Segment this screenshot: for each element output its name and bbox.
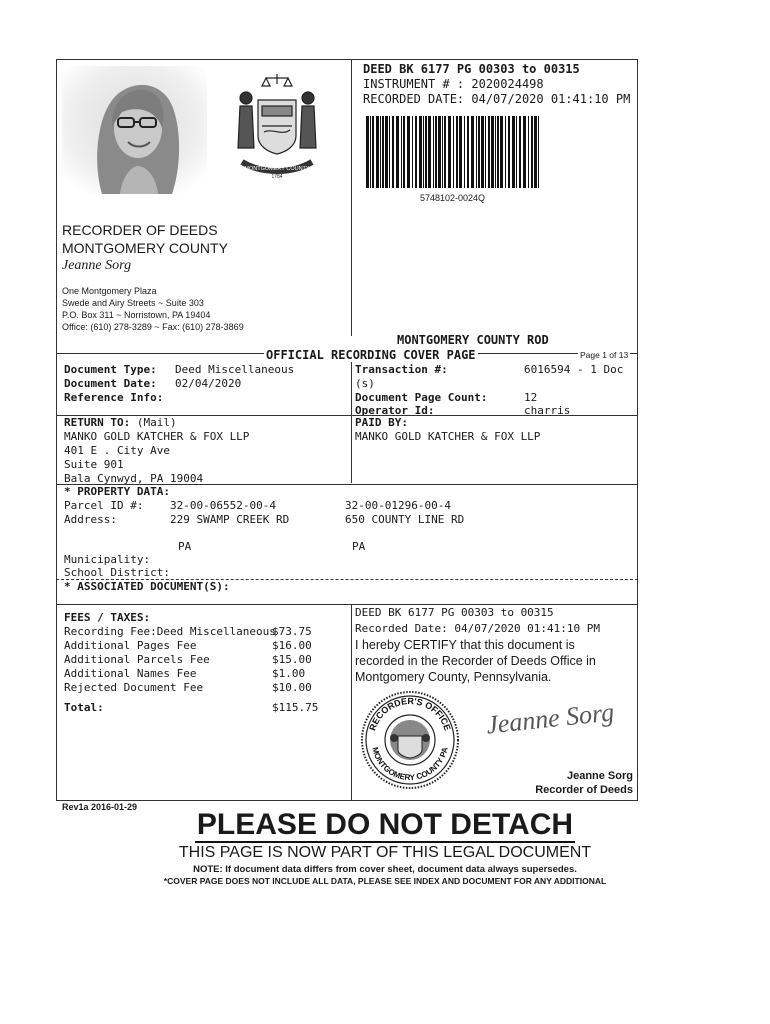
total-label: Total: — [64, 701, 104, 714]
certify-line-3: Montgomery County, Pennsylvania. — [355, 670, 552, 684]
office-county: MONTGOMERY COUNTY — [62, 240, 228, 256]
certify-deed-line: DEED BK 6177 PG 00303 to 00315 — [355, 606, 554, 619]
barcode-bar — [471, 116, 474, 188]
fees-divider — [351, 604, 352, 801]
barcode-bar — [442, 116, 443, 188]
doc-date-label: Document Date: — [64, 377, 157, 390]
recorder-signature: Jeanne Sorg — [484, 697, 616, 740]
fee-amount: $10.00 — [272, 681, 312, 694]
barcode-bar — [435, 116, 437, 188]
barcode-bar — [382, 116, 384, 188]
barcode-bar — [516, 116, 517, 188]
barcode-bar — [495, 116, 496, 188]
instrument-number: INSTRUMENT # : 2020024498 — [363, 77, 544, 91]
barcode-bar — [376, 116, 379, 188]
barcode-bar — [491, 116, 494, 188]
recorded-date: RECORDED DATE: 04/07/2020 01:41:10 PM — [363, 92, 631, 106]
barcode-bar — [366, 116, 369, 188]
barcode-bar — [456, 116, 458, 188]
return-to-line-3: Suite 901 — [64, 458, 124, 471]
cover-title: OFFICIAL RECORDING COVER PAGE — [266, 348, 476, 362]
barcode-bar — [403, 116, 405, 188]
fees-heading: FEES / TAXES: — [64, 611, 151, 624]
transaction-label: Transaction #: — [355, 363, 448, 376]
fee-label: Recording Fee:Deed Miscellaneous — [64, 625, 276, 638]
barcode-bar — [508, 116, 510, 188]
frame-right — [637, 59, 638, 801]
page-count-label: Document Page Count: — [355, 391, 488, 404]
property-address-1: 229 SWAMP CREEK RD — [170, 513, 290, 526]
return-to-label: RETURN TO: — [64, 416, 131, 429]
barcode-bar — [478, 116, 480, 188]
barcode-bar — [538, 116, 539, 188]
operator-value: charris — [524, 404, 571, 417]
barcode-bar — [433, 116, 434, 188]
barcode-bar — [500, 116, 503, 188]
certify-recorder-role: Recorder of Deeds — [535, 784, 633, 796]
parcel-label: Parcel ID #: — [64, 499, 144, 512]
barcode-bar — [497, 116, 499, 188]
fee-amount: $16.00 — [272, 639, 312, 652]
fee-label: Rejected Document Fee — [64, 681, 204, 694]
address-line-3: P.O. Box 311 ~ Norristown, PA 19404 — [62, 310, 211, 320]
barcode-bar — [419, 116, 422, 188]
seal-county-text: MONTGOMERY COUNTY — [244, 166, 310, 172]
barcode-bar — [370, 116, 371, 188]
certify-line-1: I hereby CERTIFY that this document is — [355, 638, 575, 652]
barcode-number: 5748102-0024Q — [420, 193, 486, 203]
property-address-2: 650 COUNTY LINE RD — [345, 513, 465, 526]
revision-label: Rev1a 2016-01-29 — [62, 802, 138, 812]
seal-year-text: 1784 — [271, 174, 283, 180]
return-to-label-row — [64, 416, 177, 430]
office-address — [62, 285, 244, 333]
barcode-bar — [407, 116, 410, 188]
barcode-bar — [425, 116, 427, 188]
barcode-bar — [444, 116, 446, 188]
property-heading: * PROPERTY DATA: — [64, 485, 170, 498]
return-to-line-2: 401 E . City Ave — [64, 444, 170, 457]
frame-top — [56, 59, 638, 60]
barcode-bar — [385, 116, 388, 188]
fee-row — [64, 681, 346, 695]
paid-by-label: PAID BY: — [355, 416, 408, 429]
barcode-bar — [464, 116, 465, 188]
address-line-1: One Montgomery Plaza — [62, 286, 157, 296]
doc-type-label: Document Type: — [64, 363, 157, 376]
header-divider — [351, 59, 352, 336]
address-line-2: Swede and Airy Streets ~ Suite 303 — [62, 298, 204, 308]
barcode-bar — [505, 116, 506, 188]
barcode — [366, 116, 542, 190]
barcode-bar — [481, 116, 484, 188]
recorder-name: Jeanne Sorg — [62, 258, 132, 273]
cover-page-note: *COVER PAGE DOES NOT INCLUDE ALL DATA, PLEASE SEE INDEX AND DOCUMENT FOR ANY ADDITIONAL — [163, 876, 607, 886]
barcode-bar — [488, 116, 490, 188]
return-to-mode: (Mail) — [136, 416, 177, 429]
parcel-id-2: 32-00-01296-00-4 — [345, 499, 451, 512]
barcode-bar — [485, 116, 486, 188]
fee-label: Additional Parcels Fee — [64, 653, 210, 666]
barcode-bar — [380, 116, 381, 188]
transaction-value: 6016594 - 1 Doc — [524, 363, 624, 376]
barcode-bar — [423, 116, 424, 188]
fee-row — [64, 625, 346, 639]
office-title: RECORDER OF DEEDS — [62, 222, 218, 238]
barcode-bar — [401, 116, 402, 188]
barcode-bar — [453, 116, 454, 188]
recorder-office-seal-icon — [360, 690, 460, 790]
barcode-bar — [372, 116, 374, 188]
paid-by-name: MANKO GOLD KATCHER & FOX LLP — [355, 430, 541, 443]
page-count-value: 12 — [524, 391, 538, 404]
barcode-bar — [412, 116, 413, 188]
do-not-detach-text: PLEASE DO NOT DETACH — [196, 808, 574, 841]
certify-recorded-date: Recorded Date: 04/07/2020 01:41:10 PM — [355, 622, 601, 635]
seal-top-text: RECORDER'S OFFICE — [367, 695, 453, 732]
barcode-bar — [448, 116, 451, 188]
fee-row — [64, 653, 346, 667]
barcode-bar — [459, 116, 462, 188]
barcode-bar — [476, 116, 477, 188]
barcode-bar — [428, 116, 431, 188]
certify-recorder-name: Jeanne Sorg — [566, 770, 633, 782]
fee-row — [64, 639, 346, 653]
barcode-bar — [519, 116, 521, 188]
fee-amount: $15.00 — [272, 653, 312, 666]
barcode-bar — [534, 116, 537, 188]
county-seal-icon — [232, 70, 322, 182]
barcode-bar — [531, 116, 533, 188]
supersede-note: NOTE: If document data differs from cover sheet, document data always supersedes. — [193, 864, 577, 875]
page-number: Page 1 of 13 — [580, 350, 629, 360]
fee-label: Additional Names Fee — [64, 667, 197, 680]
deed-book-line: DEED BK 6177 PG 00303 to 00315 — [363, 62, 580, 76]
return-to-line-4: Bala Cynwyd, PA 19004 — [64, 472, 204, 485]
do-not-detach-title — [0, 808, 770, 842]
frame-bottom — [56, 800, 638, 801]
barcode-bar — [528, 116, 529, 188]
property-state-2: PA — [352, 540, 366, 553]
legal-document-subtitle: THIS PAGE IS NOW PART OF THIS LEGAL DOCUMENT — [178, 844, 592, 861]
doc-type-value: Deed Miscellaneous — [175, 363, 295, 376]
county-rod: MONTGOMERY COUNTY ROD — [397, 333, 549, 347]
barcode-bar — [415, 116, 417, 188]
seal-bottom-text: MONTGOMERY COUNTY PA — [370, 746, 450, 783]
fees-rule — [56, 604, 638, 605]
transaction-value-cont: (s) — [355, 377, 375, 390]
barcode-bar — [523, 116, 526, 188]
barcode-bar — [438, 116, 441, 188]
fees-list — [64, 625, 346, 695]
property-state-1: PA — [178, 540, 192, 553]
address-line-4: Office: (610) 278-3289 ~ Fax: (610) 278-3869 — [62, 322, 244, 332]
school-district-label: School District: — [64, 566, 170, 579]
address-label: Address: — [64, 513, 117, 526]
municipality-label: Municipality: — [64, 553, 151, 566]
associated-heading: * ASSOCIATED DOCUMENT(S): — [64, 580, 230, 593]
return-to-line-1: MANKO GOLD KATCHER & FOX LLP — [64, 430, 250, 443]
doc-date-value: 02/04/2020 — [175, 377, 242, 390]
total-amount: $115.75 — [272, 701, 319, 714]
reference-info-label: Reference Info: — [64, 391, 164, 404]
barcode-bar — [467, 116, 469, 188]
fee-amount: $73.75 — [272, 625, 312, 638]
barcode-bar — [392, 116, 394, 188]
parcel-id-1: 32-00-06552-00-4 — [170, 499, 276, 512]
certify-statement — [355, 637, 596, 685]
fee-label: Additional Pages Fee — [64, 639, 197, 652]
barcode-bar — [512, 116, 515, 188]
operator-label: Operator Id: — [355, 404, 435, 417]
frame-left — [56, 59, 57, 801]
barcode-bar — [396, 116, 399, 188]
fee-amount: $1.00 — [272, 667, 306, 680]
recorder-portrait-photo — [62, 66, 207, 194]
barcode-bar — [389, 116, 390, 188]
middle-divider — [351, 362, 352, 483]
fee-row — [64, 667, 346, 681]
certify-line-2: recorded in the Recorder of Deeds Office in — [355, 654, 596, 668]
